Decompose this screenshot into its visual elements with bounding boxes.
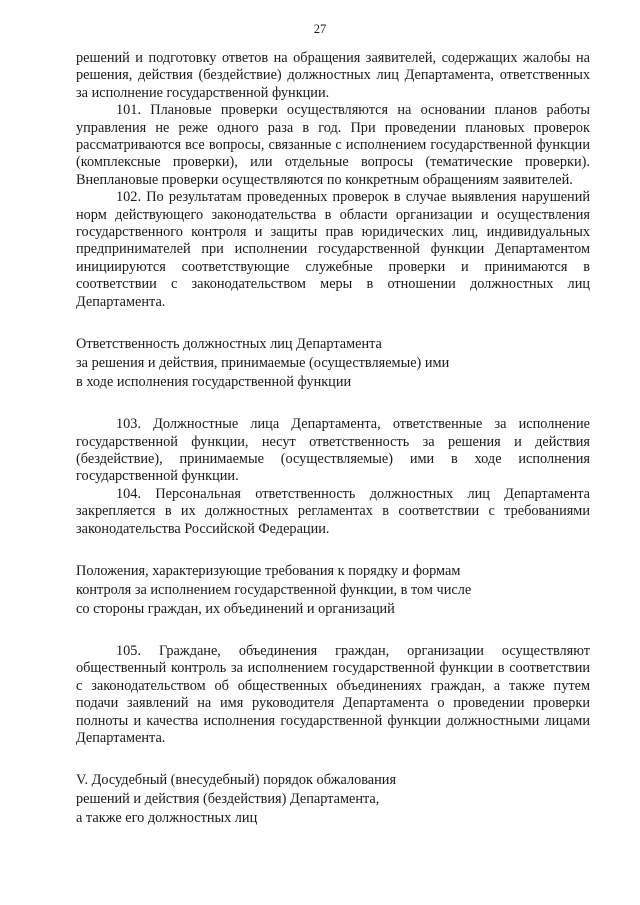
paragraph-103: 103. Должностные лица Департамента, ответственные за исполнение государственной функции, несут ответственность за решения и действия (бездействие), принимаемые (осуществляемые) ими в ходе исполнения государственной функции. xyxy=(76,416,590,485)
heading-line: решений и действия (бездействия) Департамента, xyxy=(76,791,380,808)
spacer xyxy=(76,538,590,562)
heading-line: за решения и действия, принимаемые (осуществляемые) ими xyxy=(76,355,450,372)
section-heading-responsibility xyxy=(76,335,590,392)
heading-line: V. Досудебный (внесудебный) порядок обжалования xyxy=(76,772,397,789)
heading-line: в ходе исполнения государственной функции xyxy=(76,374,352,391)
paragraph-102: 102. По результатам проведенных проверок в случае выявления нарушений норм действующего законодательства в области организации и осуществления государственного контроля и защиты прав юридических лиц, индивидуальных предпринимателей при исполнении государственной функции Департаментом инициируются соответствующие служебные проверки и принимаются в соответствии с законодательством меры в отношении должностных лиц Департамента. xyxy=(76,189,590,310)
heading-line: Положения, характеризующие требования к порядку и формам xyxy=(76,562,461,579)
paragraph-101: 101. Плановые проверки осуществляются на основании планов работы управления не реже одного раза в год. При проведении плановых проверок рассматриваются все вопросы, связанные с исполнением государственной функции (комплексные проверки), или отдельные вопросы (тематические проверки). Внеплановые проверки осуществляются по конкретным обращениям заявителей. xyxy=(76,102,590,188)
section-heading-appeal xyxy=(76,771,590,828)
spacer xyxy=(76,619,590,643)
paragraph-105: 105. Граждане, объединения граждан, организации осуществляют общественный контроль за исполнением государственной функции в соответствии с законодательством об общественных объединениях граждан, а также путем подачи заявлений на имя руководителя Департамента о проведении проверки полноты и качества исполнения государственной функции должностными лицами Департамента. xyxy=(76,642,590,746)
spacer xyxy=(76,747,590,771)
spacer xyxy=(76,311,590,335)
section-heading-control-requirements xyxy=(76,562,590,619)
heading-line: а также его должностных лиц xyxy=(76,810,258,827)
paragraph-continuation: решений и подготовку ответов на обращения заявителей, содержащих жалобы на решения, действия (бездействие) должностных лиц Департамента, ответственных за исполнение государственной функции. xyxy=(76,50,590,101)
heading-line: контроля за исполнением государственной функции, в том числе xyxy=(76,581,472,598)
paragraph-104: 104. Персональная ответственность должностных лиц Департамента закрепляется в их должностных регламентах в соответствии с требованиями законодательства Российской Федерации. xyxy=(76,485,590,537)
page-number: 27 xyxy=(313,22,327,36)
heading-line: Ответственность должностных лиц Департамента xyxy=(76,336,382,353)
document-body xyxy=(76,50,590,828)
spacer xyxy=(76,392,590,416)
heading-line: со стороны граждан, их объединений и организаций xyxy=(76,600,395,617)
